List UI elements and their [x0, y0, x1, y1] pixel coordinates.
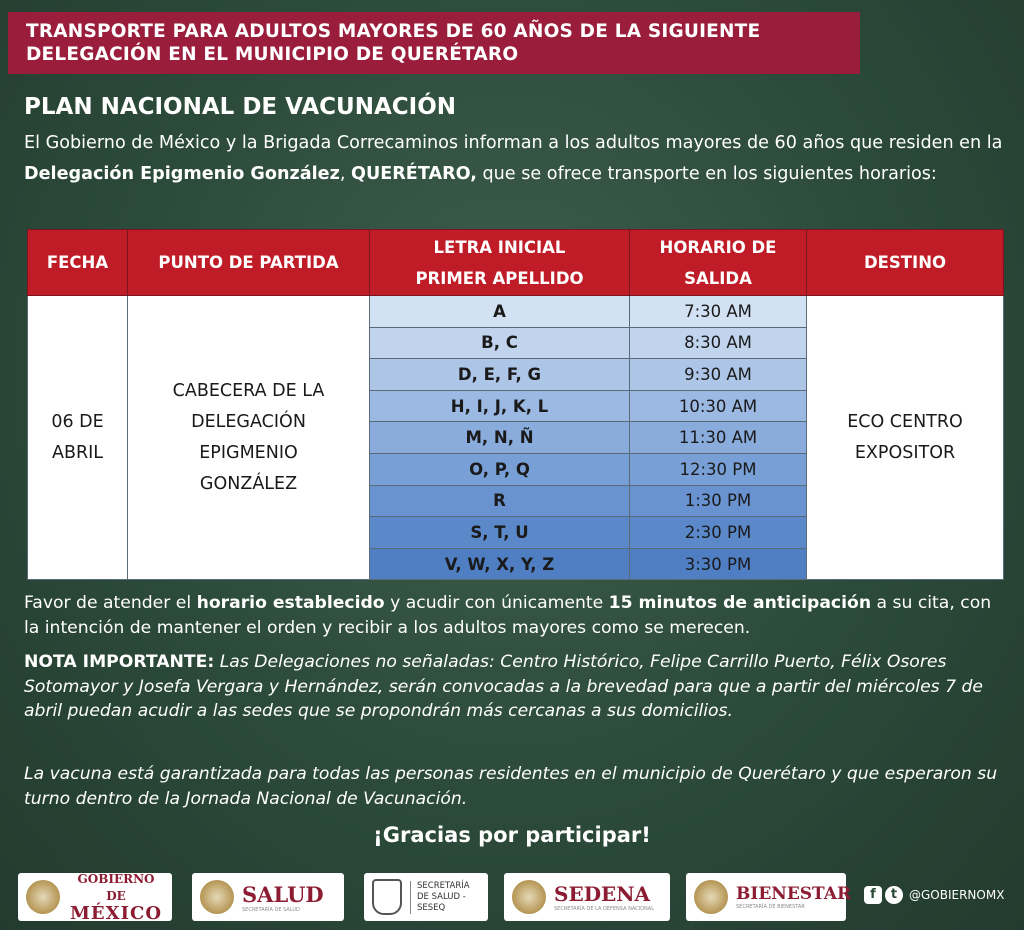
letter-cell: M, N, Ñ	[370, 422, 630, 454]
header-letra: LETRA INICIAL PRIMER APELLIDO	[370, 230, 630, 296]
anticipacion-emphasis: 15 minutos de anticipación	[608, 593, 872, 613]
time-cell: 12:30 PM	[630, 453, 807, 485]
facebook-icon[interactable]: f	[864, 886, 882, 904]
horario-emphasis: horario establecido	[196, 593, 385, 613]
intro-text-3: que se ofrece transporte en los siguientes horarios:	[476, 164, 937, 184]
letter-cell: B, C	[370, 327, 630, 359]
time-cell: 1:30 PM	[630, 485, 807, 517]
time-cell: 8:30 AM	[630, 327, 807, 359]
logo-sedena: SEDENA SECRETARÍA DE LA DEFENSA NACIONAL	[504, 873, 670, 921]
time-cell: 10:30 AM	[630, 390, 807, 422]
schedule-table	[27, 229, 1004, 580]
nota-importante	[24, 650, 1009, 724]
table-row	[28, 296, 1004, 328]
eagle-seal-icon	[512, 880, 546, 914]
intro-text-2: ,	[339, 164, 351, 184]
table-header-row	[28, 230, 1004, 296]
letter-cell: R	[370, 485, 630, 517]
nota-label: NOTA IMPORTANTE:	[24, 652, 215, 672]
time-cell: 9:30 AM	[630, 359, 807, 391]
fecha-cell: 06 DE ABRIL	[28, 296, 128, 580]
plan-title: PLAN NACIONAL DE VACUNACIÓN	[24, 94, 457, 120]
letter-cell: A	[370, 296, 630, 328]
letter-cell: S, T, U	[370, 517, 630, 549]
title-banner	[8, 12, 860, 74]
header-punto: PUNTO DE PARTIDA	[128, 230, 370, 296]
eagle-seal-icon	[200, 880, 234, 914]
social-handle[interactable]: @GOBIERNOMX	[909, 888, 1005, 902]
time-cell: 2:30 PM	[630, 517, 807, 549]
table-body	[28, 296, 1004, 580]
queretaro-crest-icon	[372, 879, 402, 915]
logo-bienestar: BIENESTAR SECRETARÍA DE BIENESTAR	[686, 873, 846, 921]
header-fecha: FECHA	[28, 230, 128, 296]
destino-cell: ECO CENTRO EXPOSITOR	[807, 296, 1004, 580]
thanks-message: ¡Gracias por participar!	[373, 823, 651, 847]
time-cell: 7:30 AM	[630, 296, 807, 328]
header-horario: HORARIO DE SALIDA	[630, 230, 807, 296]
eagle-seal-icon	[26, 880, 60, 914]
logo-seseq: SECRETARÍA DE SALUD - SESEQ	[364, 873, 488, 921]
letter-cell: H, I, J, K, L	[370, 390, 630, 422]
intro-city: QUERÉTARO,	[351, 164, 477, 184]
twitter-icon[interactable]: t	[885, 886, 903, 904]
time-cell: 11:30 AM	[630, 422, 807, 454]
paragraph-horario: Favor de atender el horario establecido y acudir con únicamente 15 minutos de anticipación a su cita, con la intención de mantener el orden y recibir a los adultos mayores como se merecen.	[24, 593, 992, 638]
logo-salud: SALUD SECRETARÍA DE SALUD	[192, 873, 344, 921]
punto-partida-cell: CABECERA DE LA DELEGACIÓN EPIGMENIO GONZÁLEZ	[128, 296, 370, 580]
eagle-seal-icon	[694, 880, 728, 914]
intro-text-1: El Gobierno de México y la Brigada Correcaminos informan a los adultos mayores de 60 años que residen en la	[24, 133, 1003, 153]
social-links	[864, 886, 1004, 904]
banner-line-2: DELEGACIÓN EN EL MUNICIPIO DE QUERÉTARO	[26, 44, 519, 65]
header-destino: DESTINO	[807, 230, 1004, 296]
logo-gobierno-mexico: GOBIERNO DE MÉXICO	[18, 873, 172, 921]
letter-cell: O, P, Q	[370, 453, 630, 485]
vacuna-garantizada: La vacuna está garantizada para todas las personas residentes en el municipio de Querétaro y que esperaron su turno dentro de la Jornada Nacional de Vacunación.	[24, 764, 998, 809]
nota-text: Las Delegaciones no señaladas: Centro Histórico, Felipe Carrillo Puerto, Félix Osores Sotomayor y Josefa Vergara y Hernández, serán convocadas a la brevedad para que a partir del miércoles 7 de abril puedan acudir a las sedes que se propondrán más cercanas a sus domicilios.	[24, 652, 983, 721]
intro-paragraph	[24, 128, 1009, 190]
intro-delegacion: Delegación Epigmenio González	[24, 164, 340, 184]
banner-line-1: TRANSPORTE PARA ADULTOS MAYORES DE 60 AÑOS DE LA SIGUIENTE	[26, 21, 761, 42]
letter-cell: D, E, F, G	[370, 359, 630, 391]
time-cell: 3:30 PM	[630, 548, 807, 580]
letter-cell: V, W, X, Y, Z	[370, 548, 630, 580]
